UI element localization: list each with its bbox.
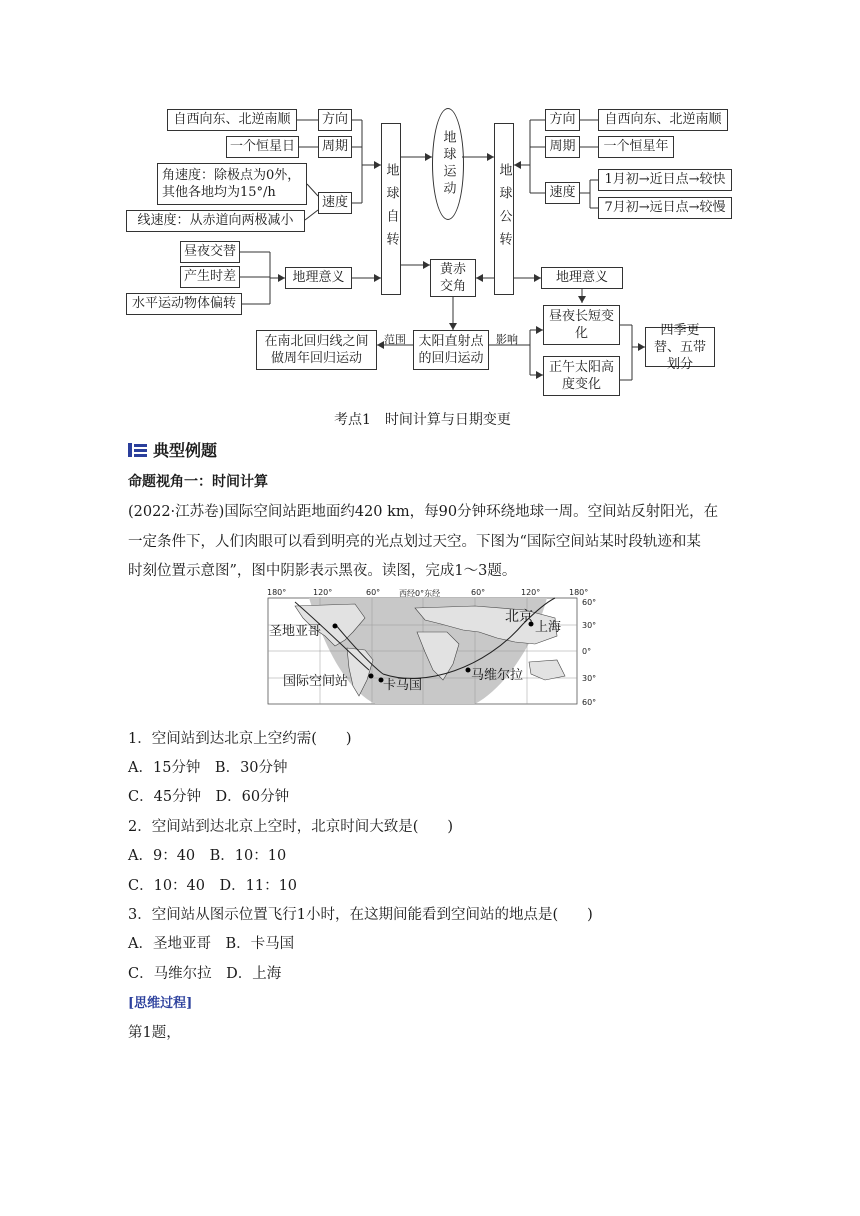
rev-period-value: 一个恒星年 xyxy=(598,136,674,158)
top-label-1: 180° xyxy=(267,588,287,597)
label-shanghai: 上海 xyxy=(535,620,562,635)
right-label-1: 60° xyxy=(582,598,597,607)
noon-height-box: 正午太阳高度变化 xyxy=(543,356,620,396)
rev-speed-fast: 1月初→近日点→较快 xyxy=(598,169,732,191)
q1-opts-c: C．45分钟 D．60分钟 xyxy=(128,789,290,805)
thinking-label: [思维过程] xyxy=(128,996,193,1011)
right-label-2: 30° xyxy=(582,621,597,630)
obliquity-box: 黄赤交角 xyxy=(430,259,476,297)
rot-linear-speed: 线速度：从赤道向两极减小 xyxy=(126,210,305,232)
day-length-box: 昼夜长短变化 xyxy=(543,305,620,345)
range-label: 范围 xyxy=(384,333,406,346)
top-label-5: 60° xyxy=(471,588,486,597)
label-santiago: 圣地亚哥 xyxy=(269,624,322,639)
q1-opts-a: A．15分钟 B．30分钟 xyxy=(128,760,288,776)
answer-start: 第1题， xyxy=(128,1025,181,1041)
intro-line-3: 时刻位置示意图”，图中阴影表示黑夜。读图，完成1～3题。 xyxy=(128,563,517,579)
earth-revolution-box: 地球公转 xyxy=(494,123,514,295)
top-label-7: 180° xyxy=(569,588,589,597)
sub-title: 命题视角一：时间计算 xyxy=(128,474,268,490)
earth-rotation-box: 地球自转 xyxy=(381,123,401,295)
rev-significance-label: 地理意义 xyxy=(541,267,623,289)
top-label-6: 120° xyxy=(521,588,541,597)
rot-direction-label: 方向 xyxy=(318,109,352,131)
rev-period-label: 周期 xyxy=(545,136,580,158)
section-title: 典型例题 xyxy=(153,441,218,460)
rev-speed-slow: 7月初→远日点→较慢 xyxy=(598,197,732,219)
label-iss: 国际空间站 xyxy=(283,674,349,689)
seasons-box: 四季更替、五带划分 xyxy=(645,327,715,367)
q3-opts-c: C．马维尔拉 D．上海 xyxy=(128,966,282,982)
q2-opts-a: A．9：40 B．10：10 xyxy=(128,848,287,864)
sig-deflection: 水平运动物体偏转 xyxy=(126,293,242,315)
q3-opts-a: A．圣地亚哥 B．卡马国 xyxy=(128,936,295,952)
rev-speed-label: 速度 xyxy=(545,182,580,204)
right-label-5: 60° xyxy=(582,698,597,707)
rot-speed-label: 速度 xyxy=(318,192,352,214)
section-caption: 考点1 时间计算与日期变更 xyxy=(334,412,511,428)
q1-stem: 1．空间站到达北京上空约需( ) xyxy=(128,731,352,747)
rot-direction-value: 自西向东、北逆南顺 xyxy=(167,109,297,131)
influence-label: 影响 xyxy=(496,333,518,346)
rot-angular-speed: 角速度：除极点为0外，其他各地均为15°/h xyxy=(157,163,307,205)
right-label-4: 30° xyxy=(582,674,597,683)
q2-opts-c: C．10：40 D．11：10 xyxy=(128,878,298,894)
sig-day-night: 昼夜交替 xyxy=(180,241,240,263)
sig-time-diff: 产生时差 xyxy=(180,266,240,288)
rev-direction-label: 方向 xyxy=(545,109,580,131)
section-header xyxy=(128,438,217,461)
rot-period-label: 周期 xyxy=(318,136,352,158)
rot-significance-label: 地理意义 xyxy=(285,267,352,289)
rev-direction-value: 自西向东、北逆南顺 xyxy=(598,109,728,131)
label-beijing: 北京 xyxy=(505,609,533,625)
intro-line-1: (2022·江苏卷)国际空间站距地面约420 km，每90分钟环绕地球一周。空间站反射阳光，在 xyxy=(128,504,719,520)
top-label-2: 120° xyxy=(313,588,333,597)
label-cameroon: 卡马国 xyxy=(383,678,423,693)
list-icon xyxy=(128,442,148,458)
q3-stem: 3．空间站从图示位置飞行1小时，在这期间能看到空间站的地点是( ) xyxy=(128,907,593,923)
label-mavella: 马维尔拉 xyxy=(471,668,524,683)
range-value-box: 在南北回归线之间做周年回归运动 xyxy=(256,330,377,370)
rot-period-value: 一个恒星日 xyxy=(226,136,299,158)
intro-line-2: 一定条件下，人们肉眼可以看到明亮的光点划过天空。下图为“国际空间站某时段轨迹和某 xyxy=(128,534,701,550)
direct-point-box: 太阳直射点的回归运动 xyxy=(413,330,489,370)
right-label-3: 0° xyxy=(582,647,592,656)
top-label-4: 西经0°东经 xyxy=(399,589,441,598)
iss-map xyxy=(265,588,600,712)
q2-stem: 2．空间站到达北京上空时，北京时间大致是( ) xyxy=(128,819,454,835)
top-label-3: 60° xyxy=(366,588,381,597)
earth-motion-oval: 地球运动 xyxy=(432,108,464,220)
